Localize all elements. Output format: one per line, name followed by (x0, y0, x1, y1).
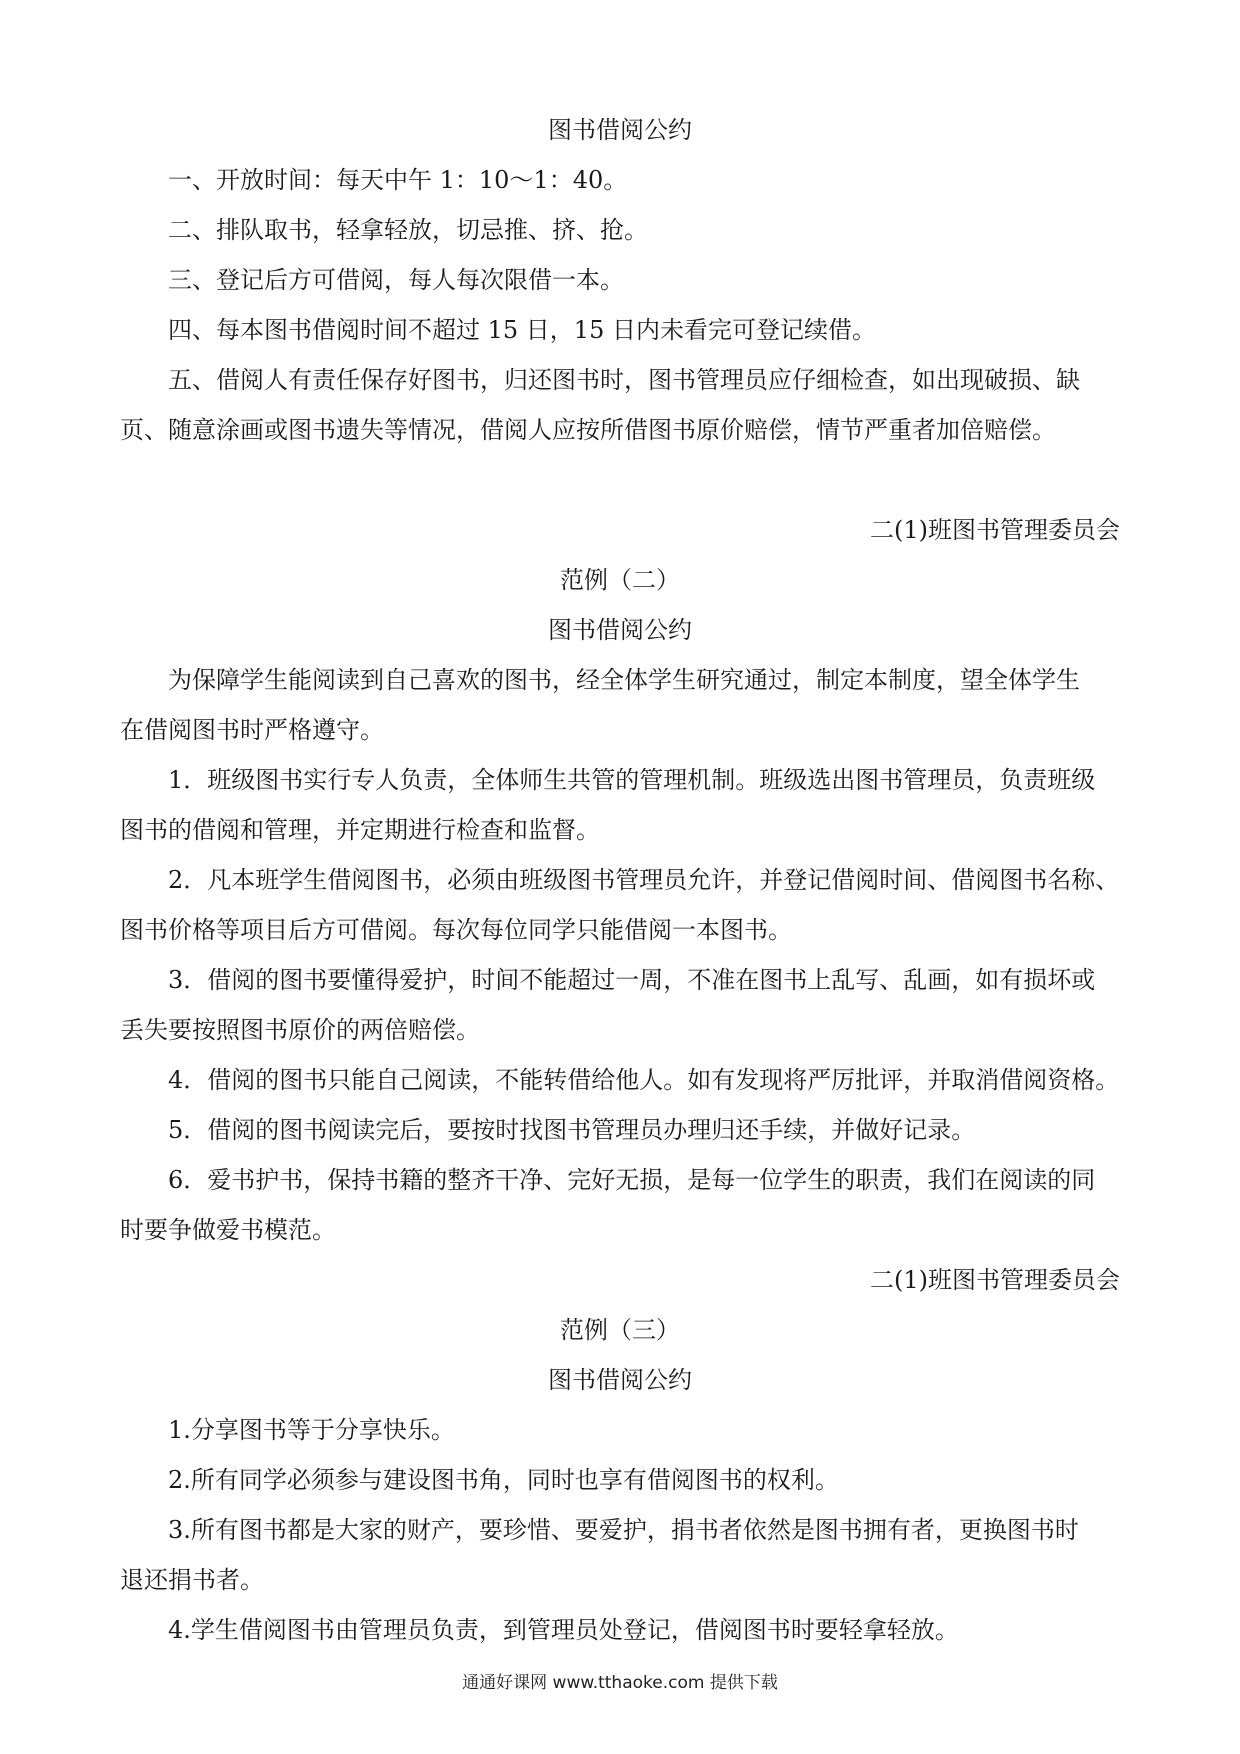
section2-heading: 范例（二） (560, 566, 680, 594)
section1-item: 二、排队取书，轻拿轻放，切忌推、挤、抢。 (168, 216, 648, 244)
section2-rule: 6．爱书护书，保持书籍的整齐干净、完好无损，是每一位学生的职责，我们在阅读的同 (168, 1166, 1096, 1194)
document-page (120, 0, 1120, 1754)
section2-rule-continued: 图书的借阅和管理，并定期进行检查和监督。 (120, 816, 600, 844)
section3-heading: 范例（三） (560, 1316, 680, 1344)
section3-rule: 4.学生借阅图书由管理员负责，到管理员处登记，借阅图书时要轻拿轻放。 (168, 1616, 959, 1644)
section3-rule: 1.分享图书等于分享快乐。 (168, 1416, 455, 1444)
section1-item: 一、开放时间：每天中午 1：10～1：40。 (168, 166, 628, 194)
section3-rule: 3.所有图书都是大家的财产，要珍惜、要爱护，捐书者依然是图书拥有者，更换图书时 (168, 1516, 1079, 1544)
section1-item: 五、借阅人有责任保存好图书，归还图书时，图书管理员应仔细检查，如出现破损、缺 (168, 366, 1080, 394)
section2-rule: 1．班级图书实行专人负责，全体师生共管的管理机制。班级选出图书管理员，负责班级 (168, 766, 1096, 794)
section3-rule-continued: 退还捐书者。 (120, 1566, 264, 1594)
section2-signature: 二(1)班图书管理委员会 (870, 1266, 1120, 1294)
footer-credit: 通通好课网 www.tthaoke.com 提供下载 (462, 1673, 778, 1693)
section2-rule: 3．借阅的图书要懂得爱护，时间不能超过一周，不准在图书上乱写、乱画，如有损坏或 (168, 966, 1096, 994)
section2-intro-continued: 在借阅图书时严格遵守。 (120, 716, 384, 744)
section2-rule: 5．借阅的图书阅读完后，要按时找图书管理员办理归还手续，并做好记录。 (168, 1116, 976, 1144)
section1-item: 三、登记后方可借阅，每人每次限借一本。 (168, 266, 624, 294)
section3-rule: 2.所有同学必须参与建设图书角，同时也享有借阅图书的权利。 (168, 1466, 839, 1494)
section2-rule-continued: 图书价格等项目后方可借阅。每次每位同学只能借阅一本图书。 (120, 916, 792, 944)
section2-rule-continued: 丢失要按照图书原价的两倍赔偿。 (120, 1016, 480, 1044)
section1-item: 四、每本图书借阅时间不超过 15 日，15 日内未看完可登记续借。 (168, 316, 876, 344)
section1-signature: 二(1)班图书管理委员会 (870, 516, 1120, 544)
section2-rule: 2．凡本班学生借阅图书，必须由班级图书管理员允许，并登记借阅时间、借阅图书名称、 (168, 866, 1120, 894)
section1-title: 图书借阅公约 (548, 116, 692, 144)
section3-title: 图书借阅公约 (548, 1366, 692, 1394)
section1-item-continued: 页、随意涂画或图书遗失等情况，借阅人应按所借图书原价赔偿，情节严重者加倍赔偿。 (120, 416, 1056, 444)
section2-rule-continued: 时要争做爱书模范。 (120, 1216, 336, 1244)
section2-intro: 为保障学生能阅读到自己喜欢的图书，经全体学生研究通过，制定本制度，望全体学生 (168, 666, 1080, 694)
section2-rule: 4．借阅的图书只能自己阅读，不能转借给他人。如有发现将严厉批评，并取消借阅资格。 (168, 1066, 1120, 1094)
section2-title: 图书借阅公约 (548, 616, 692, 644)
